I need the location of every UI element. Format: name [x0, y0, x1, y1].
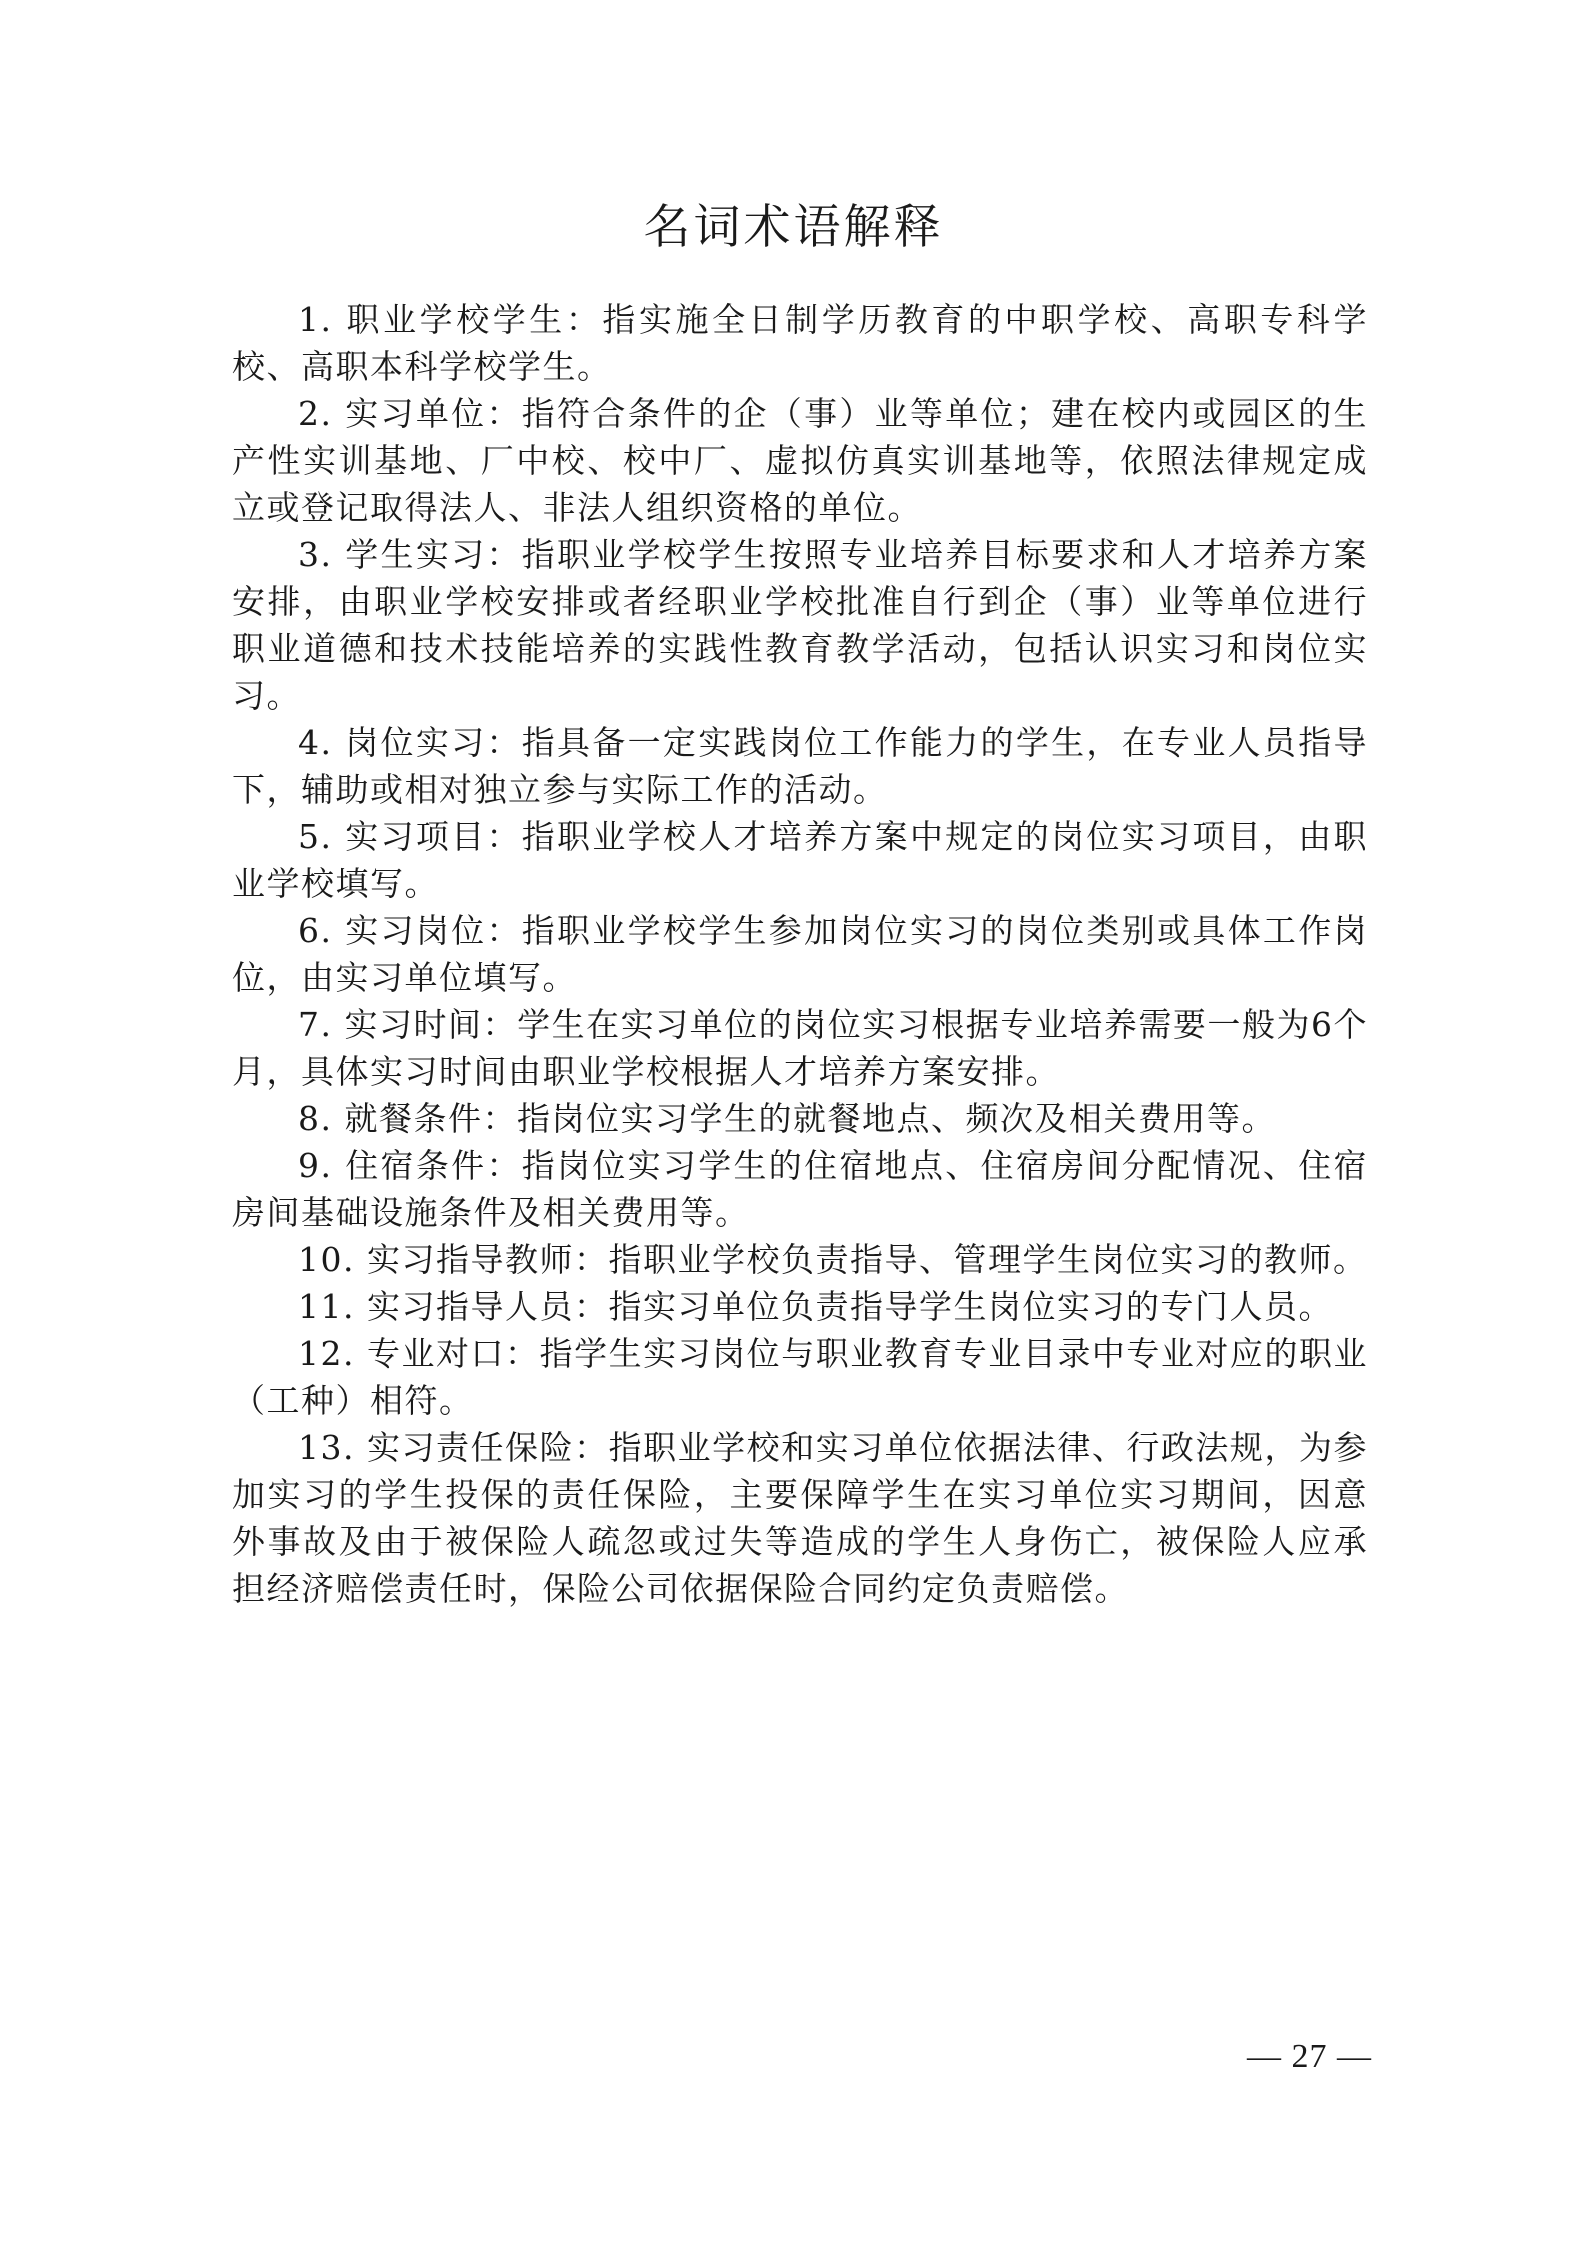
term-item-6: 6. 实习岗位：指职业学校学生参加岗位实习的岗位类别或具体工作岗位，由实习单位填写。	[232, 911, 1368, 997]
term-item-4: 4. 岗位实习：指具备一定实践岗位工作能力的学生，在专业人员指导下，辅助或相对独立参与实际工作的活动。	[232, 723, 1368, 809]
terms-list	[232, 296, 1368, 1612]
term-item-9: 9. 住宿条件：指岗位实习学生的住宿地点、住宿房间分配情况、住宿房间基础设施条件及相关费用等。	[232, 1146, 1368, 1232]
term-item-5: 5. 实习项目：指职业学校人才培养方案中规定的岗位实习项目，由职业学校填写。	[232, 817, 1368, 903]
term-item-7: 7. 实习时间：学生在实习单位的岗位实习根据专业培养需要一般为6个月，具体实习时间由职业学校根据人才培养方案安排。	[232, 1005, 1368, 1091]
term-item-2: 2. 实习单位：指符合条件的企（事）业等单位；建在校内或园区的生产性实训基地、厂中校、校中厂、虚拟仿真实训基地等，依照法律规定成立或登记取得法人、非法人组织资格的单位。	[232, 394, 1368, 527]
term-item-10: 10. 实习指导教师：指职业学校负责指导、管理学生岗位实习的教师。	[298, 1240, 1368, 1279]
term-item-12: 12. 专业对口：指学生实习岗位与职业教育专业目录中专业对应的职业（工种）相符。	[232, 1334, 1368, 1420]
term-item-13: 13. 实习责任保险：指职业学校和实习单位依据法律、行政法规，为参加实习的学生投保的责任保险，主要保障学生在实习单位实习期间，因意外事故及由于被保险人疏忽或过失等造成的学生人身伤亡，被保险人应承担经济赔偿责任时，保险公司依据保险合同约定负责赔偿。	[232, 1428, 1368, 1608]
term-item-1: 1. 职业学校学生：指实施全日制学历教育的中职学校、高职专科学校、高职本科学校学生。	[232, 300, 1368, 386]
term-item-3: 3. 学生实习：指职业学校学生按照专业培养目标要求和人才培养方案安排，由职业学校安排或者经职业学校批准自行到企（事）业等单位进行职业道德和技术技能培养的实践性教育教学活动，包括认识实习和岗位实习。	[232, 535, 1368, 715]
page-title: 名词术语解释	[643, 200, 944, 255]
term-item-8: 8. 就餐条件：指岗位实习学生的就餐地点、频次及相关费用等。	[298, 1099, 1276, 1138]
term-item-11: 11. 实习指导人员：指实习单位负责指导学生岗位实习的专门人员。	[298, 1287, 1333, 1326]
page-number: — 27 —	[1247, 2038, 1372, 2075]
